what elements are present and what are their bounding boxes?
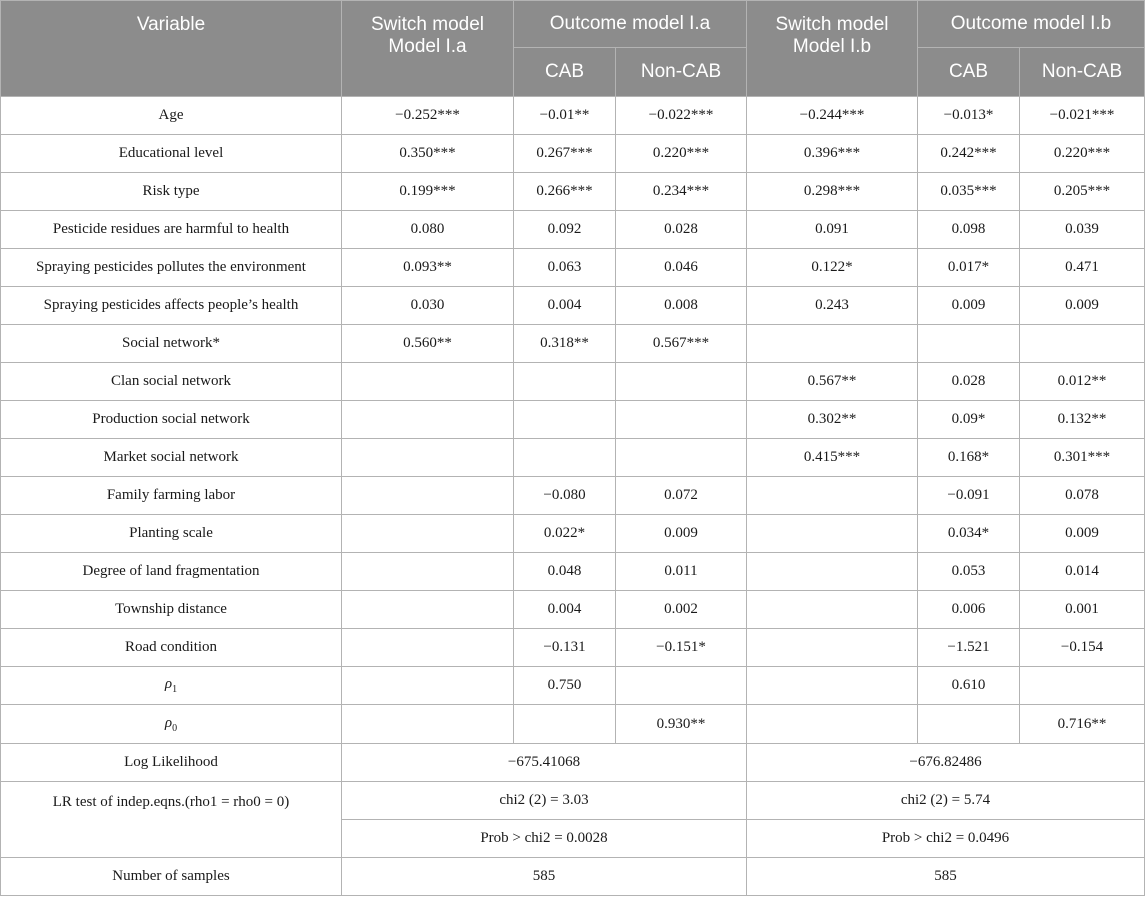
cell: 0.012** (1020, 363, 1145, 401)
cell: 0.092 (514, 211, 616, 249)
cell (747, 515, 918, 553)
cell: 0.028 (918, 363, 1020, 401)
cell: 0.028 (616, 211, 747, 249)
samples-label: Number of samples (1, 858, 342, 896)
cell: −0.021*** (1020, 97, 1145, 135)
cell: 0.004 (514, 287, 616, 325)
table-row (1, 211, 1145, 249)
cell: 0.039 (1020, 211, 1145, 249)
rho-symbol: $\rho_0$ (164, 714, 178, 734)
cell: 0.301*** (1020, 439, 1145, 477)
cell (342, 629, 514, 667)
cell (342, 515, 514, 553)
header-outcome-model-a: Outcome model I.a (514, 1, 747, 48)
cell: 0.567*** (616, 325, 747, 363)
cell (342, 439, 514, 477)
rho-symbol: $\rho_1$ (164, 676, 178, 695)
cell: −1.521 (918, 629, 1020, 667)
table-body (1, 97, 1145, 896)
cell: −0.131 (514, 629, 616, 667)
row-label-risk-type: Risk type (1, 173, 342, 211)
cell: 0.242*** (918, 135, 1020, 173)
cell: 0.009 (616, 515, 747, 553)
header-cab-b: CAB (918, 48, 1020, 97)
cell (342, 705, 514, 744)
samples-model-b: 585 (747, 858, 1145, 896)
header-outcome-model-b: Outcome model I.b (918, 1, 1145, 48)
cell: 0.002 (616, 591, 747, 629)
cell: 0.063 (514, 249, 616, 287)
cell: 0.350*** (342, 135, 514, 173)
header-variable: Variable (1, 1, 342, 97)
cell (918, 325, 1020, 363)
loglik-label: Log Likelihood (1, 744, 342, 782)
cell (747, 667, 918, 705)
table-row (1, 515, 1145, 553)
cell: 0.267*** (514, 135, 616, 173)
table-row (1, 97, 1145, 135)
row-label-road-condition: Road condition (1, 629, 342, 667)
cell: 0.471 (1020, 249, 1145, 287)
table-row (1, 591, 1145, 629)
cell: −0.080 (514, 477, 616, 515)
cell: 0.017* (918, 249, 1020, 287)
cell (514, 363, 616, 401)
cell (342, 477, 514, 515)
cell (514, 439, 616, 477)
cell: 0.132** (1020, 401, 1145, 439)
row-label-market-social-network: Market social network (1, 439, 342, 477)
row-label-family-farming-labor: Family farming labor (1, 477, 342, 515)
cell: 0.053 (918, 553, 1020, 591)
cell: 0.220*** (616, 135, 747, 173)
cell (342, 667, 514, 705)
cell: 0.048 (514, 553, 616, 591)
cell: 0.093** (342, 249, 514, 287)
cell: 0.610 (918, 667, 1020, 705)
cell (342, 401, 514, 439)
cell: 0.006 (918, 591, 1020, 629)
row-label-social-network: Social network* (1, 325, 342, 363)
cell: 0.415*** (747, 439, 918, 477)
cell: 0.034* (918, 515, 1020, 553)
cell: 0.011 (616, 553, 747, 591)
cell (747, 477, 918, 515)
loglik-model-a: −675.41068 (342, 744, 747, 782)
row-label-educational-level: Educational level (1, 135, 342, 173)
table-row (1, 477, 1145, 515)
header-switch-model-b (747, 1, 918, 97)
row-label-pollutes-environment: Spraying pesticides pollutes the environment (1, 249, 342, 287)
loglik-model-b: −676.82486 (747, 744, 1145, 782)
cell: 0.009 (1020, 515, 1145, 553)
cell (616, 401, 747, 439)
cell: 0.030 (342, 287, 514, 325)
row-label-planting-scale: Planting scale (1, 515, 342, 553)
header-switch-b-line2: Model I.b (792, 36, 872, 57)
lr-prob-model-a: Prob > chi2 = 0.0028 (342, 820, 747, 858)
cell: 0.302** (747, 401, 918, 439)
row-label-pesticide-residues: Pesticide residues are harmful to health (1, 211, 342, 249)
table-row (1, 249, 1145, 287)
cell: 0.091 (747, 211, 918, 249)
cell: 0.098 (918, 211, 1020, 249)
table-row (1, 363, 1145, 401)
row-label-production-social-network: Production social network (1, 401, 342, 439)
cell: 0.930** (616, 705, 747, 744)
cell: 0.078 (1020, 477, 1145, 515)
lr-chi-model-b: chi2 (2) = 5.74 (747, 782, 1145, 820)
row-label-rho-0 (1, 705, 342, 744)
table-row (1, 705, 1145, 744)
cell: 0.168* (918, 439, 1020, 477)
cell: 0.716** (1020, 705, 1145, 744)
cell: 0.318** (514, 325, 616, 363)
header-switch-model-a (342, 1, 514, 97)
lr-chi-model-a: chi2 (2) = 3.03 (342, 782, 747, 820)
cell (616, 439, 747, 477)
cell: 0.266*** (514, 173, 616, 211)
header-noncab-b: Non-CAB (1020, 48, 1145, 97)
cell: −0.151* (616, 629, 747, 667)
table-row (1, 401, 1145, 439)
cell: 0.243 (747, 287, 918, 325)
header-cab-a: CAB (514, 48, 616, 97)
cell: 0.001 (1020, 591, 1145, 629)
table-row (1, 135, 1145, 173)
cell: 0.014 (1020, 553, 1145, 591)
cell: 0.046 (616, 249, 747, 287)
cell (616, 363, 747, 401)
cell: −0.091 (918, 477, 1020, 515)
cell (1020, 667, 1145, 705)
loglik-row (1, 744, 1145, 782)
cell: −0.01** (514, 97, 616, 135)
cell: 0.396*** (747, 135, 918, 173)
cell (747, 553, 918, 591)
lr-chi-row (1, 782, 1145, 820)
lr-test-label: LR test of indep.eqns.(rho1 = rho0 = 0) (1, 782, 342, 858)
table-row (1, 553, 1145, 591)
cell (514, 705, 616, 744)
cell: −0.244*** (747, 97, 918, 135)
lr-prob-model-b: Prob > chi2 = 0.0496 (747, 820, 1145, 858)
table-row (1, 325, 1145, 363)
samples-row (1, 858, 1145, 896)
table-header (1, 1, 1145, 97)
cell (747, 325, 918, 363)
cell: 0.122* (747, 249, 918, 287)
row-label-township-distance: Township distance (1, 591, 342, 629)
table-row (1, 667, 1145, 705)
table-row (1, 287, 1145, 325)
cell: 0.560** (342, 325, 514, 363)
row-label-age: Age (1, 97, 342, 135)
row-label-rho-1 (1, 667, 342, 705)
cell: 0.080 (342, 211, 514, 249)
cell (747, 629, 918, 667)
cell: 0.09* (918, 401, 1020, 439)
cell: 0.022* (514, 515, 616, 553)
cell: 0.072 (616, 477, 747, 515)
header-switch-a-line1: Switch model (371, 14, 484, 35)
cell (342, 553, 514, 591)
cell (616, 667, 747, 705)
cell: 0.220*** (1020, 135, 1145, 173)
table-row (1, 439, 1145, 477)
cell: −0.252*** (342, 97, 514, 135)
cell: 0.205*** (1020, 173, 1145, 211)
cell: 0.567** (747, 363, 918, 401)
cell (514, 401, 616, 439)
cell: 0.009 (918, 287, 1020, 325)
cell: −0.022*** (616, 97, 747, 135)
cell (1020, 325, 1145, 363)
row-label-land-fragmentation: Degree of land fragmentation (1, 553, 342, 591)
cell (747, 591, 918, 629)
cell: 0.008 (616, 287, 747, 325)
header-switch-b-line1: Switch model (775, 14, 889, 35)
cell: −0.154 (1020, 629, 1145, 667)
cell (918, 705, 1020, 744)
cell: 0.234*** (616, 173, 747, 211)
cell (747, 705, 918, 744)
cell: −0.013* (918, 97, 1020, 135)
cell: 0.035*** (918, 173, 1020, 211)
table-row (1, 173, 1145, 211)
samples-model-a: 585 (342, 858, 747, 896)
cell: 0.750 (514, 667, 616, 705)
row-label-affects-health: Spraying pesticides affects people’s health (1, 287, 342, 325)
header-noncab-a: Non-CAB (616, 48, 747, 97)
header-switch-a-line2: Model I.a (388, 36, 467, 57)
cell: 0.199*** (342, 173, 514, 211)
table-row (1, 629, 1145, 667)
cell: 0.009 (1020, 287, 1145, 325)
cell: 0.298*** (747, 173, 918, 211)
cell (342, 591, 514, 629)
cell (342, 363, 514, 401)
row-label-clan-social-network: Clan social network (1, 363, 342, 401)
cell: 0.004 (514, 591, 616, 629)
